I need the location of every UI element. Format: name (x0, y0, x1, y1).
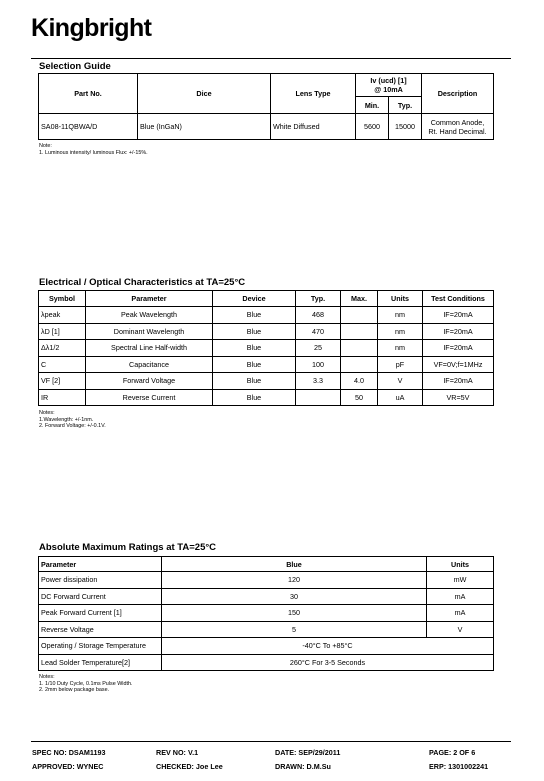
cell-part-no: SA08-11QBWA/D (39, 114, 138, 140)
table-cell: 100 (296, 356, 341, 373)
electrical-table (38, 290, 494, 406)
table-row (39, 307, 494, 324)
cell-dice: Blue (InGaN) (138, 114, 271, 140)
table-cell: IF=20mA (423, 340, 494, 357)
spec-no: SPEC NO: DSAM1193 (32, 748, 106, 757)
table-cell: mW (427, 572, 494, 589)
header-typ: Typ. (389, 97, 422, 114)
cell-description-line1: Common Anode, (430, 117, 485, 127)
brand-logo: Kingbright (31, 14, 152, 42)
cell-lens-type: White Diffused (271, 114, 356, 140)
table-row (39, 356, 494, 373)
table-row (39, 373, 494, 390)
table-cell: Δλ1/2 (39, 340, 86, 357)
table-cell: λpeak (39, 307, 86, 324)
absolute-ratings-table (38, 556, 494, 671)
header-blue: Blue (162, 557, 427, 572)
header-parameter: Parameter (86, 291, 213, 307)
table-cell: 25 (296, 340, 341, 357)
table-cell: V (427, 621, 494, 638)
checked: CHECKED: Joe Lee (156, 762, 223, 771)
approved: APPROVED: WYNEC (32, 762, 104, 771)
selection-guide-table (38, 73, 494, 140)
electrical-title: Electrical / Optical Characteristics at TA=25°C (39, 277, 246, 288)
table-cell: Reverse Voltage (39, 621, 162, 638)
table-row (39, 323, 494, 340)
header-description: Description (422, 74, 494, 114)
header-dice: Dice (138, 74, 271, 114)
header-iv-line2: @ 10mA (374, 85, 403, 94)
table-row (39, 588, 494, 605)
header-units: Units (427, 557, 494, 572)
table-row (39, 389, 494, 406)
table-cell: Dominant Wavelength (86, 323, 213, 340)
table-cell: pF (378, 356, 423, 373)
table-cell: uA (378, 389, 423, 406)
header-test-conditions: Test Conditions (423, 291, 494, 307)
table-cell: IF=20mA (423, 307, 494, 324)
table-cell: VF=0V;f=1MHz (423, 356, 494, 373)
table-cell: V (378, 373, 423, 390)
table-cell: IF=20mA (423, 373, 494, 390)
note-line: Note: (39, 143, 52, 149)
footer-divider (31, 741, 511, 742)
table-cell: Blue (213, 340, 296, 357)
table-cell: mA (427, 605, 494, 622)
table-cell: 470 (296, 323, 341, 340)
cell-typ: 15000 (389, 114, 422, 140)
table-cell: Blue (213, 389, 296, 406)
table-cell: Reverse Current (86, 389, 213, 406)
page-number: PAGE: 2 OF 6 (429, 748, 476, 757)
table-row (39, 114, 494, 140)
table-cell: 50 (341, 389, 378, 406)
header-lens-type: Lens Type (271, 74, 356, 114)
table-cell: Blue (213, 356, 296, 373)
table-cell: nm (378, 307, 423, 324)
table-cell: Blue (213, 323, 296, 340)
note-line: 2. Forward Voltage: +/-0.1V. (39, 423, 106, 430)
table-cell: 5 (162, 621, 427, 638)
cell-description (422, 114, 494, 140)
cell-min: 5600 (356, 114, 389, 140)
table-cell (341, 356, 378, 373)
table-cell: Forward Voltage (86, 373, 213, 390)
table-cell (341, 307, 378, 324)
note-line: 1. 1/10 Duty Cycle, 0.1ms Pulse Width. (39, 680, 133, 687)
header-iv (356, 74, 422, 97)
erp-number: ERP: 1301002241 (429, 762, 489, 771)
table-cell: Blue (213, 373, 296, 390)
table-cell: λD [1] (39, 323, 86, 340)
header-units: Units (378, 291, 423, 307)
table-cell: 120 (162, 572, 427, 589)
table-cell: 468 (296, 307, 341, 324)
table-cell: -40°C To +85°C (162, 638, 494, 655)
table-row (39, 654, 494, 671)
table-cell: nm (378, 340, 423, 357)
table-cell: 4.0 (341, 373, 378, 390)
table-cell: 260°C For 3-5 Seconds (162, 654, 494, 671)
table-cell: Capacitance (86, 356, 213, 373)
header-max: Max. (341, 291, 378, 307)
table-cell (296, 389, 341, 406)
rev-no: REV NO: V.1 (156, 748, 199, 757)
note-line: Notes: (39, 674, 55, 680)
table-cell: Peak Wavelength (86, 307, 213, 324)
table-cell: Power dissipation (39, 572, 162, 589)
selection-notes (39, 143, 148, 156)
drawn: DRAWN: D.M.Su (275, 762, 331, 771)
table-cell: nm (378, 323, 423, 340)
absolute-notes (39, 674, 132, 694)
header-typ: Typ. (296, 291, 341, 307)
table-cell: Peak Forward Current [1] (39, 605, 162, 622)
note-line: 1.Wavelength: +/-1nm. (39, 416, 94, 423)
table-row (39, 638, 494, 655)
note-line: 2. 2mm below package base. (39, 687, 110, 694)
table-cell: VF [2] (39, 373, 86, 390)
selection-guide-title: Selection Guide (39, 61, 111, 72)
table-cell (341, 340, 378, 357)
table-cell: IR (39, 389, 86, 406)
table-cell (341, 323, 378, 340)
note-line: Notes: (39, 410, 55, 416)
table-cell: C (39, 356, 86, 373)
electrical-notes (39, 410, 106, 430)
table-cell: 150 (162, 605, 427, 622)
table-cell: 3.3 (296, 373, 341, 390)
header-symbol: Symbol (39, 291, 86, 307)
table-row (39, 340, 494, 357)
header-part-no: Part No. (39, 74, 138, 114)
table-cell: IF=20mA (423, 323, 494, 340)
table-cell: Operating / Storage Temperature (39, 638, 162, 655)
absolute-ratings-title: Absolute Maximum Ratings at TA=25°C (39, 542, 217, 553)
top-divider (31, 58, 511, 59)
table-cell: 30 (162, 588, 427, 605)
table-cell: Blue (213, 307, 296, 324)
header-parameter: Parameter (39, 557, 162, 572)
table-row (39, 621, 494, 638)
header-device: Device (213, 291, 296, 307)
table-cell: Spectral Line Half-width (86, 340, 213, 357)
table-cell: Lead Solder Temperature[2] (39, 654, 162, 671)
header-min: Min. (356, 97, 389, 114)
table-cell: mA (427, 588, 494, 605)
note-line: 1. Luminous intensity/ luminous Flux: +/-15%. (39, 149, 148, 156)
table-row (39, 572, 494, 589)
date: DATE: SEP/29/2011 (275, 748, 341, 757)
table-row (39, 605, 494, 622)
table-cell: DC Forward Current (39, 588, 162, 605)
cell-description-line2: Rt. Hand Decimal. (428, 126, 487, 136)
table-cell: VR=5V (423, 389, 494, 406)
header-iv-line1: Iv (ucd) [1] (370, 76, 407, 85)
